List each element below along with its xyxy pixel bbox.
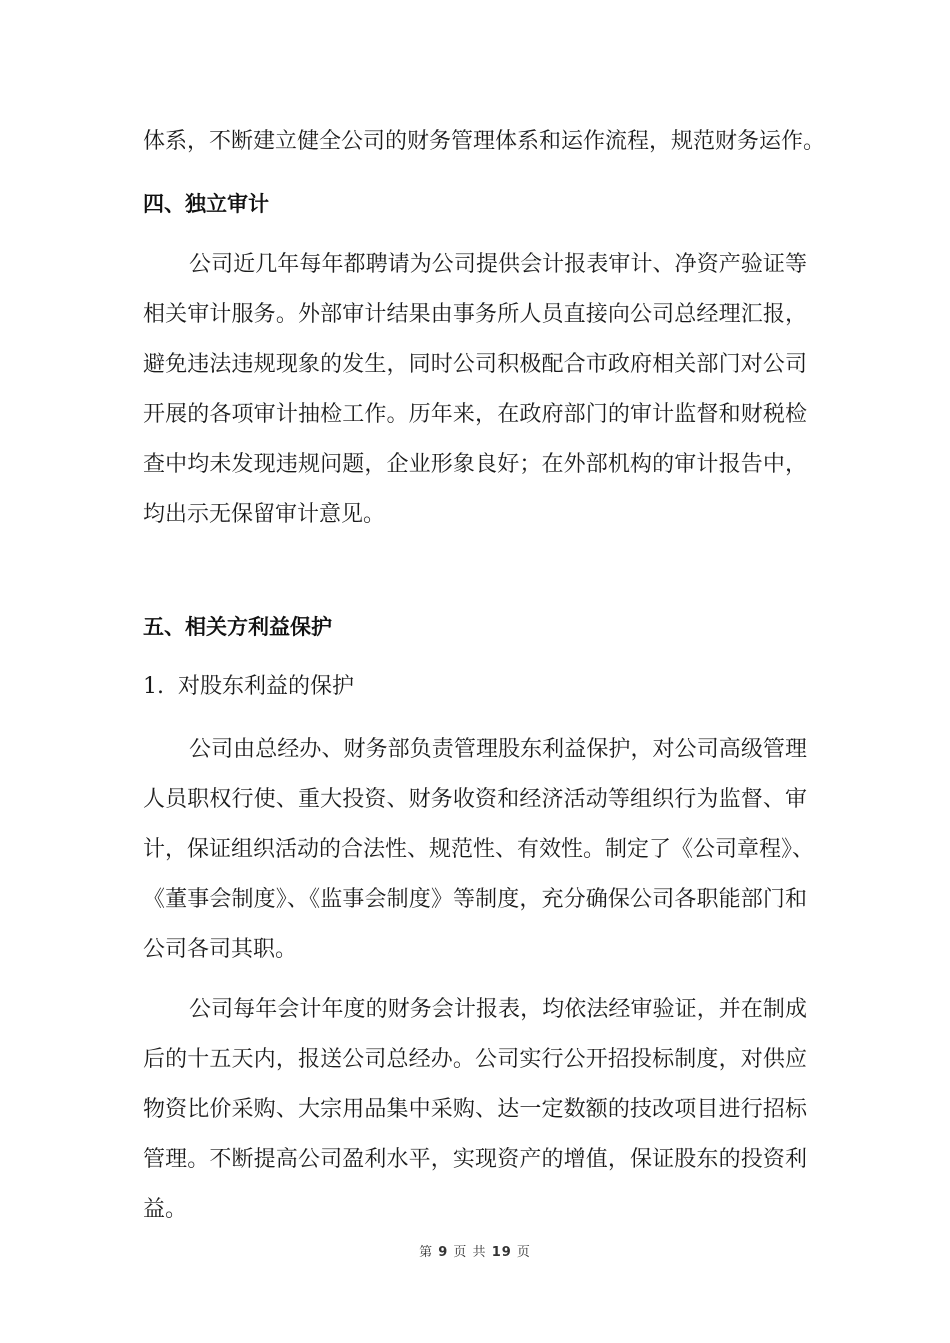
total-page-count: 19 <box>491 1245 512 1260</box>
paragraph-line: 益。 <box>143 1197 188 1222</box>
paragraph-line: 人员职权行使、重大投资、财务收资和经济活动等组织行为监督、审 <box>143 787 807 812</box>
paragraph-line: 相关审计服务。外部审计结果由事务所人员直接向公司总经理汇报， <box>143 302 807 327</box>
section-heading-independent-audit: 四、独立审计 <box>143 192 269 216</box>
footer-prefix: 第 <box>419 1245 434 1260</box>
paragraph-line: 均出示无保留审计意见。 <box>143 502 386 527</box>
paragraph-line: 公司各司其职。 <box>143 937 298 962</box>
paragraph-line: 查中均未发现违规问题，企业形象良好；在外部机构的审计报告中， <box>143 452 807 477</box>
paragraph-line: 公司每年会计年度的财务会计报表，均依法经审验证，并在制成 <box>189 997 807 1022</box>
paragraph-line: 管理。不断提高公司盈利水平，实现资产的增值，保证股东的投资利 <box>143 1147 807 1172</box>
body-text-line: 体系，不断建立健全公司的财务管理体系和运作流程，规范财务运作。 <box>143 129 826 154</box>
paragraph-line: 公司由总经办、财务部负责管理股东利益保护，对公司高级管理 <box>189 737 807 762</box>
subsection-heading-shareholder-protection: 1. 对股东利益的保护 <box>143 674 354 699</box>
section-heading-stakeholder-protection: 五、相关方利益保护 <box>143 615 332 639</box>
footer-middle: 页 共 <box>453 1245 487 1260</box>
paragraph-line: 公司近几年每年都聘请为公司提供会计报表审计、净资产验证等 <box>189 252 807 277</box>
page-footer <box>0 1243 950 1263</box>
paragraph-line: 物资比价采购、大宗用品集中采购、达一定数额的技改项目进行招标 <box>143 1097 807 1122</box>
paragraph-line: 计，保证组织活动的合法性、规范性、有效性。制定了《公司章程》、 <box>143 837 815 862</box>
paragraph-line: 避免违法违规现象的发生，同时公司积极配合市政府相关部门对公司 <box>143 352 807 377</box>
footer-suffix: 页 <box>516 1245 531 1260</box>
paragraph-line: 开展的各项审计抽检工作。历年来，在政府部门的审计监督和财税检 <box>143 402 807 427</box>
current-page-number: 9 <box>438 1245 449 1260</box>
paragraph-line: 后的十五天内，报送公司总经办。公司实行公开招投标制度，对供应 <box>143 1047 807 1072</box>
paragraph-line: 《董事会制度》、《监事会制度》等制度，充分确保公司各职能部门和 <box>143 887 807 912</box>
